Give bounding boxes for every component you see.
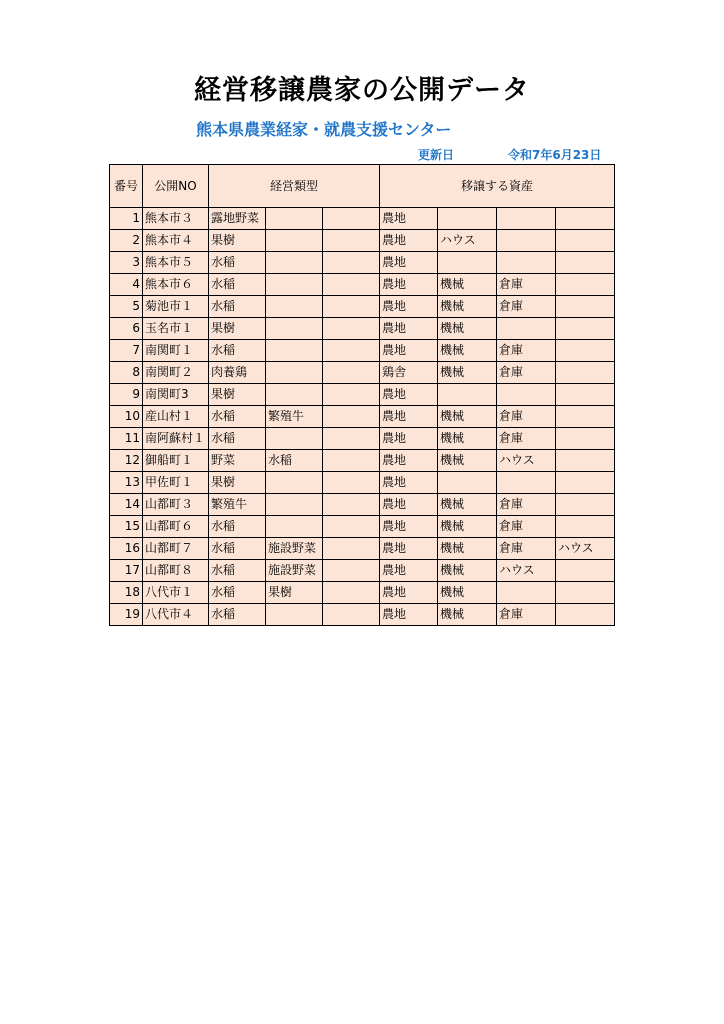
cell-type-2: 施設野菜 [266, 560, 323, 582]
cell-type-1: 水稲 [209, 296, 266, 318]
table-header-row [110, 165, 615, 208]
cell-public-no: 産山村１ [143, 406, 209, 428]
cell-asset-3 [497, 230, 556, 252]
cell-asset-3: ハウス [497, 560, 556, 582]
table-row [110, 230, 615, 252]
cell-asset-4 [556, 494, 615, 516]
cell-type-3 [323, 450, 380, 472]
header-public-no: 公開NO [143, 165, 209, 208]
cell-type-1: 水稲 [209, 252, 266, 274]
cell-public-no: 山都町８ [143, 560, 209, 582]
cell-public-no: 熊本市３ [143, 208, 209, 230]
cell-type-3 [323, 406, 380, 428]
cell-asset-3 [497, 582, 556, 604]
cell-type-2: 施設野菜 [266, 538, 323, 560]
cell-asset-3: 倉庫 [497, 604, 556, 626]
cell-asset-1: 農地 [380, 604, 438, 626]
cell-number: 10 [110, 406, 143, 428]
cell-number: 19 [110, 604, 143, 626]
cell-number: 16 [110, 538, 143, 560]
table-row [110, 428, 615, 450]
organization-subtitle: 熊本県農業経家・就農支援センター [196, 120, 452, 139]
cell-asset-1: 農地 [380, 450, 438, 472]
cell-asset-1: 農地 [380, 406, 438, 428]
cell-asset-3: ハウス [497, 450, 556, 472]
cell-type-2 [266, 296, 323, 318]
cell-asset-4 [556, 318, 615, 340]
cell-asset-3 [497, 384, 556, 406]
cell-asset-2: 機械 [438, 428, 497, 450]
cell-number: 18 [110, 582, 143, 604]
cell-asset-1: 農地 [380, 296, 438, 318]
cell-type-1: 果樹 [209, 318, 266, 340]
cell-asset-2: 機械 [438, 450, 497, 472]
cell-asset-2 [438, 384, 497, 406]
cell-type-3 [323, 560, 380, 582]
cell-asset-4 [556, 560, 615, 582]
cell-asset-4 [556, 472, 615, 494]
cell-asset-3: 倉庫 [497, 296, 556, 318]
cell-public-no: 南関町２ [143, 362, 209, 384]
cell-type-2 [266, 472, 323, 494]
update-label: 更新日 [418, 148, 455, 162]
cell-type-1: 繁殖牛 [209, 494, 266, 516]
cell-asset-2 [438, 252, 497, 274]
cell-asset-2: 機械 [438, 538, 497, 560]
cell-type-3 [323, 494, 380, 516]
cell-asset-2: 機械 [438, 516, 497, 538]
header-number: 番号 [110, 165, 143, 208]
cell-asset-2: ハウス [438, 230, 497, 252]
cell-number: 5 [110, 296, 143, 318]
cell-type-2: 繁殖牛 [266, 406, 323, 428]
table-row [110, 604, 615, 626]
cell-asset-1: 農地 [380, 318, 438, 340]
cell-asset-3: 倉庫 [497, 538, 556, 560]
cell-public-no: 熊本市５ [143, 252, 209, 274]
cell-number: 4 [110, 274, 143, 296]
cell-type-3 [323, 252, 380, 274]
cell-type-2 [266, 428, 323, 450]
table-row [110, 450, 615, 472]
cell-type-2 [266, 252, 323, 274]
cell-type-3 [323, 362, 380, 384]
table-row [110, 582, 615, 604]
cell-asset-1: 農地 [380, 230, 438, 252]
cell-asset-4: ハウス [556, 538, 615, 560]
cell-asset-3 [497, 252, 556, 274]
cell-type-2 [266, 274, 323, 296]
cell-asset-4 [556, 208, 615, 230]
cell-type-3 [323, 208, 380, 230]
table-row [110, 318, 615, 340]
cell-asset-2: 機械 [438, 604, 497, 626]
cell-asset-4 [556, 384, 615, 406]
cell-asset-4 [556, 450, 615, 472]
cell-number: 17 [110, 560, 143, 582]
cell-asset-3: 倉庫 [497, 516, 556, 538]
cell-number: 9 [110, 384, 143, 406]
cell-asset-4 [556, 340, 615, 362]
cell-public-no: 玉名市１ [143, 318, 209, 340]
cell-type-1: 果樹 [209, 472, 266, 494]
cell-public-no: 御船町１ [143, 450, 209, 472]
cell-type-2: 果樹 [266, 582, 323, 604]
cell-asset-3: 倉庫 [497, 428, 556, 450]
cell-asset-2: 機械 [438, 494, 497, 516]
cell-number: 6 [110, 318, 143, 340]
table-row [110, 340, 615, 362]
table-row [110, 296, 615, 318]
cell-type-1: 露地野菜 [209, 208, 266, 230]
table-row [110, 252, 615, 274]
cell-asset-2 [438, 472, 497, 494]
cell-asset-2: 機械 [438, 362, 497, 384]
cell-asset-1: 農地 [380, 340, 438, 362]
cell-type-3 [323, 230, 380, 252]
cell-type-1: 果樹 [209, 230, 266, 252]
cell-asset-1: 農地 [380, 428, 438, 450]
cell-asset-2: 機械 [438, 582, 497, 604]
cell-asset-4 [556, 428, 615, 450]
cell-asset-2: 機械 [438, 296, 497, 318]
cell-asset-4 [556, 516, 615, 538]
table-row [110, 362, 615, 384]
cell-public-no: 熊本市６ [143, 274, 209, 296]
cell-type-3 [323, 516, 380, 538]
cell-asset-2 [438, 208, 497, 230]
cell-asset-4 [556, 362, 615, 384]
cell-type-2 [266, 318, 323, 340]
cell-type-1: 果樹 [209, 384, 266, 406]
cell-asset-2: 機械 [438, 318, 497, 340]
cell-type-3 [323, 274, 380, 296]
cell-asset-4 [556, 582, 615, 604]
cell-public-no: 菊池市１ [143, 296, 209, 318]
cell-asset-4 [556, 296, 615, 318]
cell-asset-1: 農地 [380, 516, 438, 538]
cell-asset-2: 機械 [438, 274, 497, 296]
cell-type-3 [323, 604, 380, 626]
cell-asset-3 [497, 208, 556, 230]
cell-asset-1: 農地 [380, 384, 438, 406]
cell-type-1: 水稲 [209, 340, 266, 362]
cell-asset-4 [556, 604, 615, 626]
page-title: 経営移譲農家の公開データ [194, 75, 530, 106]
cell-type-2 [266, 516, 323, 538]
header-assets: 移譲する資産 [380, 165, 615, 208]
cell-public-no: 山都町６ [143, 516, 209, 538]
cell-type-1: 水稲 [209, 406, 266, 428]
cell-public-no: 南関町3 [143, 384, 209, 406]
cell-asset-3 [497, 318, 556, 340]
update-date: 令和7年6月23日 [508, 148, 602, 162]
table-row [110, 516, 615, 538]
cell-asset-4 [556, 230, 615, 252]
cell-type-1: 肉養鶏 [209, 362, 266, 384]
cell-type-1: 水稲 [209, 604, 266, 626]
cell-type-3 [323, 340, 380, 362]
cell-type-3 [323, 538, 380, 560]
cell-public-no: 南関町１ [143, 340, 209, 362]
cell-asset-1: 農地 [380, 252, 438, 274]
cell-type-3 [323, 582, 380, 604]
cell-number: 11 [110, 428, 143, 450]
cell-type-2 [266, 230, 323, 252]
cell-type-2 [266, 604, 323, 626]
cell-asset-1: 農地 [380, 274, 438, 296]
cell-number: 2 [110, 230, 143, 252]
cell-asset-2: 機械 [438, 340, 497, 362]
cell-asset-2: 機械 [438, 560, 497, 582]
cell-number: 13 [110, 472, 143, 494]
cell-asset-3: 倉庫 [497, 340, 556, 362]
cell-number: 15 [110, 516, 143, 538]
cell-public-no: 山都町７ [143, 538, 209, 560]
cell-asset-1: 鶏舎 [380, 362, 438, 384]
table-row [110, 406, 615, 428]
cell-type-1: 水稲 [209, 516, 266, 538]
cell-number: 12 [110, 450, 143, 472]
cell-public-no: 南阿蘇村１ [143, 428, 209, 450]
header-management-type: 経営類型 [209, 165, 380, 208]
cell-type-2: 水稲 [266, 450, 323, 472]
cell-asset-1: 農地 [380, 494, 438, 516]
cell-asset-1: 農地 [380, 560, 438, 582]
cell-type-2 [266, 384, 323, 406]
cell-asset-4 [556, 274, 615, 296]
cell-public-no: 山都町３ [143, 494, 209, 516]
table-row [110, 384, 615, 406]
cell-type-3 [323, 384, 380, 406]
cell-type-1: 水稲 [209, 582, 266, 604]
cell-asset-3: 倉庫 [497, 494, 556, 516]
cell-asset-4 [556, 406, 615, 428]
cell-asset-3: 倉庫 [497, 362, 556, 384]
cell-public-no: 八代市１ [143, 582, 209, 604]
table-row [110, 472, 615, 494]
cell-asset-3: 倉庫 [497, 274, 556, 296]
table-row [110, 274, 615, 296]
cell-asset-3: 倉庫 [497, 406, 556, 428]
cell-type-2 [266, 494, 323, 516]
cell-public-no: 熊本市４ [143, 230, 209, 252]
cell-type-3 [323, 318, 380, 340]
table-row [110, 560, 615, 582]
cell-type-2 [266, 362, 323, 384]
cell-type-3 [323, 428, 380, 450]
table-row [110, 208, 615, 230]
cell-asset-4 [556, 252, 615, 274]
cell-number: 3 [110, 252, 143, 274]
cell-type-1: 水稲 [209, 428, 266, 450]
cell-type-1: 水稲 [209, 274, 266, 296]
cell-number: 8 [110, 362, 143, 384]
cell-number: 7 [110, 340, 143, 362]
cell-public-no: 甲佐町１ [143, 472, 209, 494]
cell-asset-1: 農地 [380, 538, 438, 560]
cell-asset-3 [497, 472, 556, 494]
farm-data-table [109, 164, 615, 626]
cell-asset-2: 機械 [438, 406, 497, 428]
table-row [110, 538, 615, 560]
cell-asset-1: 農地 [380, 208, 438, 230]
cell-number: 14 [110, 494, 143, 516]
cell-type-3 [323, 296, 380, 318]
cell-asset-1: 農地 [380, 582, 438, 604]
cell-asset-1: 農地 [380, 472, 438, 494]
cell-type-1: 水稲 [209, 560, 266, 582]
cell-type-1: 野菜 [209, 450, 266, 472]
table-row [110, 494, 615, 516]
cell-type-1: 水稲 [209, 538, 266, 560]
cell-type-2 [266, 208, 323, 230]
cell-type-3 [323, 472, 380, 494]
cell-public-no: 八代市４ [143, 604, 209, 626]
cell-number: 1 [110, 208, 143, 230]
cell-type-2 [266, 340, 323, 362]
